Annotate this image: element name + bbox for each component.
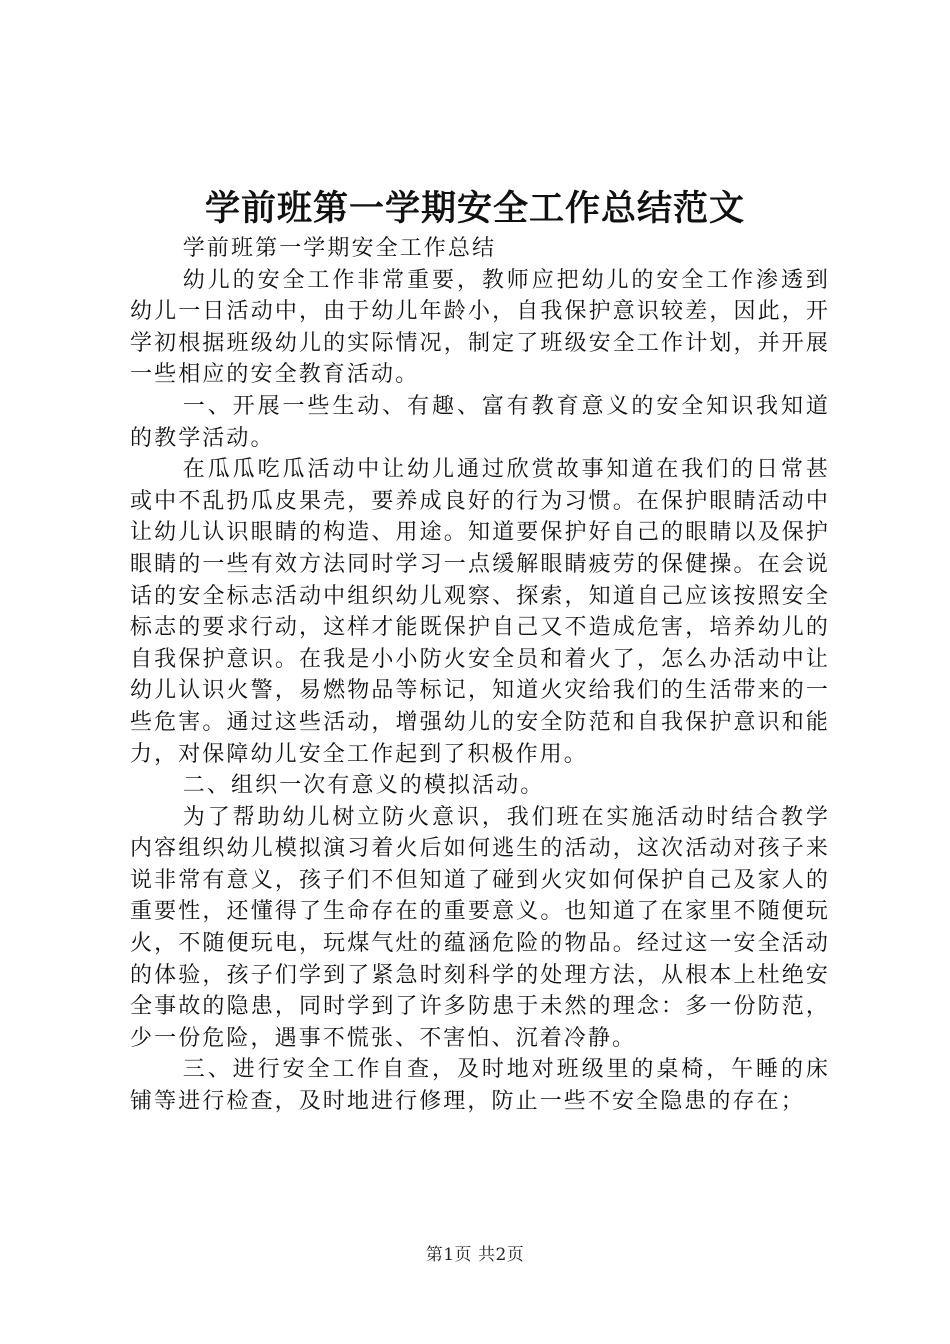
subtitle-paragraph: 学前班第一学期安全工作总结 <box>182 236 497 261</box>
document-title: 学前班第一学期安全工作总结范文 <box>204 188 745 229</box>
page-number-footer: 第1页 共2页 <box>425 1245 525 1265</box>
section-three-paragraph: 三、进行安全工作自查，及时地对班级里的桌椅，午睡的床铺等进行检查，及时地进行修理，防止一些不安全隐患的存在； <box>130 1057 830 1115</box>
document-body <box>130 233 830 1118</box>
section-one-heading: 一、开展一些生动、有趣、富有教育意义的安全知识我知道的教学活动。 <box>130 393 830 451</box>
section-one-paragraph: 在瓜瓜吃瓜活动中让幼儿通过欣赏故事知道在我们的日常甚或中不乱扔瓜皮果壳，要养成良好的行为习惯。在保护眼睛活动中让幼儿认识眼睛的构造、用途。知道要保护好自己的眼睛以及保护眼睛的一些有效方法同时学习一点缓解眼睛疲劳的保健操。在会说话的安全标志活动中组织幼儿观察、探索，知道自己应该按照安全标志的要求行动，这样才能既保护自己又不造成危害，培养幼儿的自我保护意识。在我是小小防火安全员和着火了，怎么办活动中让幼儿认识火警，易燃物品等标记，知道火灾给我们的生活带来的一些危害。通过这些活动，增强幼儿的安全防范和自我保护意识和能力，对保障幼儿安全工作起到了积极作用。 <box>130 457 830 767</box>
section-two-heading: 二、组织一次有意义的模拟活动。 <box>182 773 545 799</box>
intro-paragraph: 幼儿的安全工作非常重要，教师应把幼儿的安全工作渗透到幼儿一日活动中，由于幼儿年龄小，自我保护意识较差，因此，开学初根据班级幼儿的实际情况，制定了班级安全工作计划，并开展一些相应的安全教育活动。 <box>130 267 830 388</box>
section-two-paragraph: 为了帮助幼儿树立防火意识，我们班在实施活动时结合教学内容组织幼儿模拟演习着火后如何逃生的活动，这次活动对孩子来说非常有意义，孩子们不但知道了碰到火灾如何保护自己及家人的重要性，还懂得了生命存在的重要意义。也知道了在家里不随便玩火，不随便玩电，玩煤气灶的蕴涵危险的物品。经过这一安全活动的体验，孩子们学到了紧急时刻科学的处理方法，从根本上杜绝安全事故的隐患，同时学到了许多防患于未然的理念：多一份防范，少一份危险，遇事不慌张、不害怕、沉着冷静。 <box>130 804 830 1051</box>
